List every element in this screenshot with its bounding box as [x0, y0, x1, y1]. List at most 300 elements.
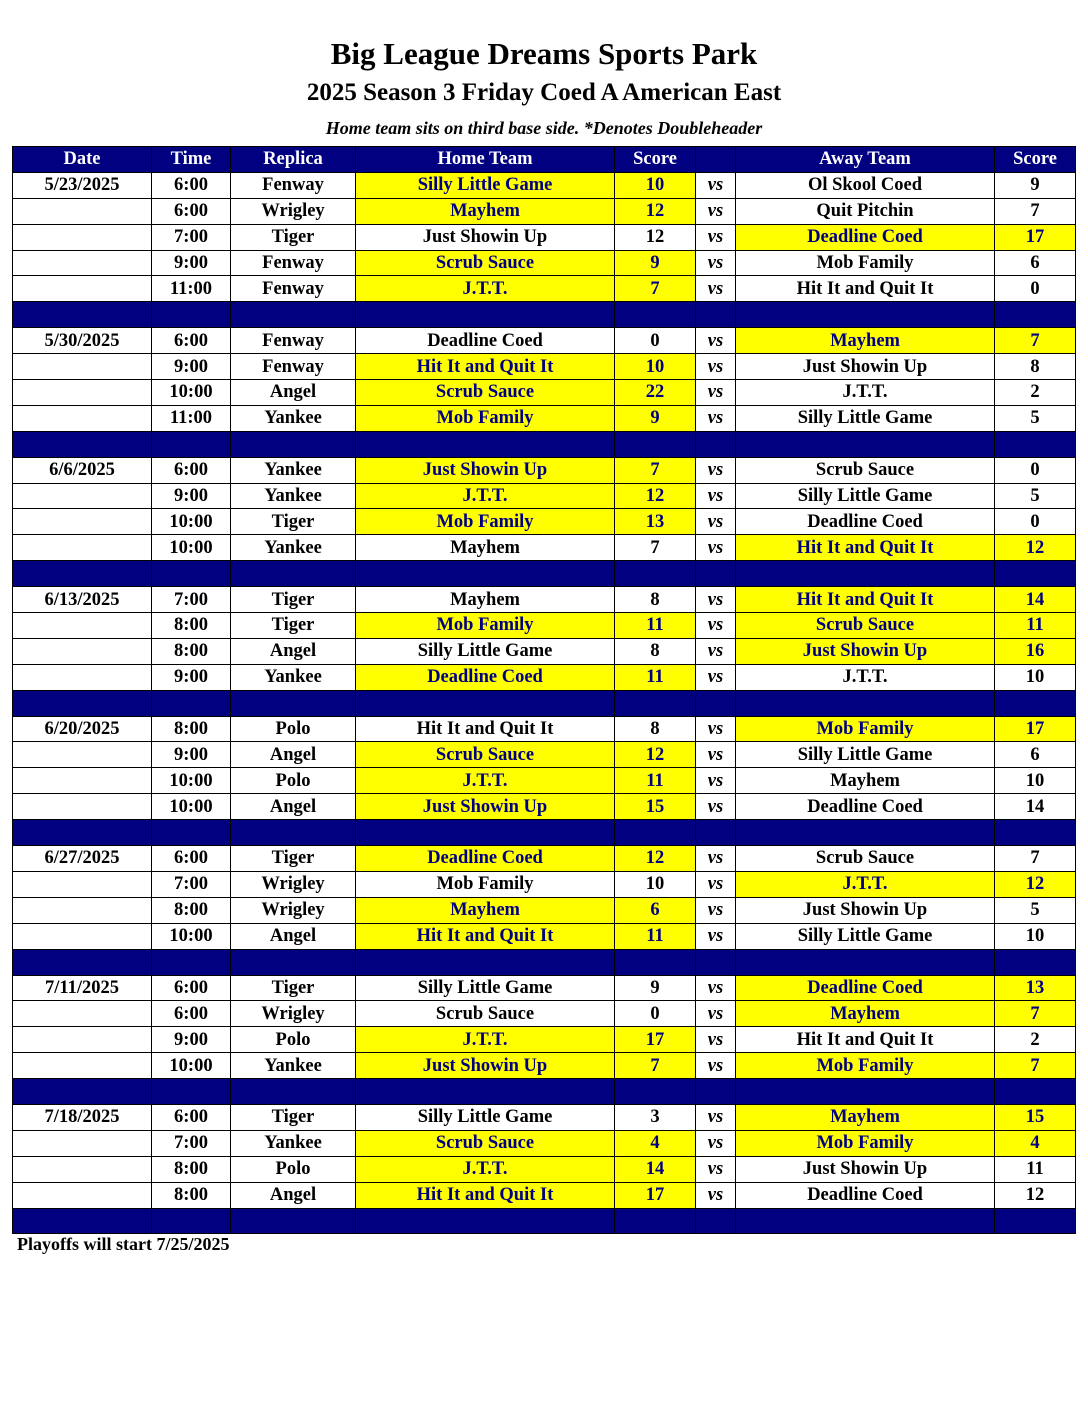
- replica-cell: Yankee: [231, 1130, 356, 1156]
- table-row: [13, 535, 1076, 561]
- home-team-cell: Deadline Coed: [356, 328, 615, 354]
- separator-cell: [152, 561, 231, 587]
- replica-cell: Wrigley: [231, 897, 356, 923]
- schedule-note: Home team sits on third base side. *Denotes Doubleheader: [325, 118, 763, 138]
- separator-cell: [13, 561, 152, 587]
- away-team-cell: Scrub Sauce: [736, 613, 995, 639]
- away-team-cell: Silly Little Game: [736, 405, 995, 431]
- table-header-row: [13, 147, 1076, 173]
- column-header-away-score: Score: [995, 147, 1076, 173]
- home-team-cell: Scrub Sauce: [356, 250, 615, 276]
- away-score-cell: 10: [995, 664, 1076, 690]
- separator-cell: [995, 949, 1076, 975]
- separator-cell: [615, 1079, 696, 1105]
- table-row: [13, 250, 1076, 276]
- replica-cell: Yankee: [231, 483, 356, 509]
- away-team-cell: Mob Family: [736, 250, 995, 276]
- table-row: [13, 328, 1076, 354]
- time-cell: 6:00: [152, 975, 231, 1001]
- vs-cell: vs: [696, 587, 736, 613]
- home-team-cell: Mayhem: [356, 535, 615, 561]
- separator-cell: [736, 431, 995, 457]
- column-header-home-team: Home Team: [356, 147, 615, 173]
- vs-cell: vs: [696, 664, 736, 690]
- table-row: [13, 975, 1076, 1001]
- away-team-cell: Mob Family: [736, 716, 995, 742]
- date-cell: 5/30/2025: [13, 328, 152, 354]
- column-header-date: Date: [13, 147, 152, 173]
- separator-cell: [231, 820, 356, 846]
- away-score-cell: 12: [995, 1182, 1076, 1208]
- separator-cell: [736, 1079, 995, 1105]
- date-cell: [13, 638, 152, 664]
- away-team-cell: Hit It and Quit It: [736, 535, 995, 561]
- time-cell: 6:00: [152, 172, 231, 198]
- home-team-cell: J.T.T.: [356, 1156, 615, 1182]
- time-cell: 6:00: [152, 846, 231, 872]
- date-cell: [13, 405, 152, 431]
- home-score-cell: 12: [615, 198, 696, 224]
- home-team-cell: Hit It and Quit It: [356, 354, 615, 380]
- separator-cell: [995, 561, 1076, 587]
- away-score-cell: 10: [995, 923, 1076, 949]
- date-cell: [13, 897, 152, 923]
- away-team-cell: Mayhem: [736, 768, 995, 794]
- week-separator-row: [13, 302, 1076, 328]
- separator-cell: [736, 820, 995, 846]
- column-header-replica: Replica: [231, 147, 356, 173]
- replica-cell: Angel: [231, 638, 356, 664]
- home-team-cell: Just Showin Up: [356, 1053, 615, 1079]
- vs-cell: vs: [696, 198, 736, 224]
- column-header-time: Time: [152, 147, 231, 173]
- vs-cell: vs: [696, 613, 736, 639]
- time-cell: 9:00: [152, 354, 231, 380]
- vs-cell: vs: [696, 1104, 736, 1130]
- separator-cell: [356, 1208, 615, 1234]
- away-score-cell: 5: [995, 483, 1076, 509]
- home-team-cell: Silly Little Game: [356, 172, 615, 198]
- replica-cell: Tiger: [231, 975, 356, 1001]
- separator-cell: [356, 690, 615, 716]
- separator-cell: [615, 820, 696, 846]
- time-cell: 10:00: [152, 380, 231, 406]
- home-score-cell: 14: [615, 1156, 696, 1182]
- date-cell: [13, 613, 152, 639]
- date-cell: 6/27/2025: [13, 846, 152, 872]
- date-cell: [13, 1156, 152, 1182]
- separator-cell: [615, 431, 696, 457]
- home-team-cell: Silly Little Game: [356, 1104, 615, 1130]
- home-score-cell: 12: [615, 483, 696, 509]
- replica-cell: Tiger: [231, 509, 356, 535]
- replica-cell: Fenway: [231, 276, 356, 302]
- replica-cell: Tiger: [231, 613, 356, 639]
- away-team-cell: Just Showin Up: [736, 897, 995, 923]
- home-score-cell: 7: [615, 1053, 696, 1079]
- home-team-cell: J.T.T.: [356, 1027, 615, 1053]
- away-team-cell: Deadline Coed: [736, 224, 995, 250]
- away-score-cell: 4: [995, 1130, 1076, 1156]
- home-score-cell: 7: [615, 457, 696, 483]
- separator-cell: [152, 302, 231, 328]
- home-team-cell: Scrub Sauce: [356, 1130, 615, 1156]
- away-team-cell: Silly Little Game: [736, 742, 995, 768]
- vs-cell: vs: [696, 794, 736, 820]
- time-cell: 11:00: [152, 276, 231, 302]
- away-score-cell: 17: [995, 716, 1076, 742]
- vs-cell: vs: [696, 1182, 736, 1208]
- home-score-cell: 9: [615, 975, 696, 1001]
- table-row: [13, 509, 1076, 535]
- time-cell: 7:00: [152, 224, 231, 250]
- table-row: [13, 198, 1076, 224]
- separator-cell: [736, 302, 995, 328]
- home-team-cell: Silly Little Game: [356, 975, 615, 1001]
- table-row: [13, 871, 1076, 897]
- vs-cell: vs: [696, 1027, 736, 1053]
- date-cell: [13, 380, 152, 406]
- separator-cell: [13, 949, 152, 975]
- home-team-cell: Deadline Coed: [356, 846, 615, 872]
- home-team-cell: Hit It and Quit It: [356, 716, 615, 742]
- replica-cell: Fenway: [231, 172, 356, 198]
- separator-cell: [13, 820, 152, 846]
- separator-cell: [615, 949, 696, 975]
- separator-cell: [995, 690, 1076, 716]
- separator-cell: [736, 690, 995, 716]
- separator-cell: [13, 1079, 152, 1105]
- date-cell: [13, 794, 152, 820]
- separator-cell: [231, 949, 356, 975]
- separator-cell: [696, 302, 736, 328]
- replica-cell: Yankee: [231, 405, 356, 431]
- separator-cell: [736, 561, 995, 587]
- time-cell: 6:00: [152, 457, 231, 483]
- home-score-cell: 8: [615, 587, 696, 613]
- date-cell: 7/11/2025: [13, 975, 152, 1001]
- replica-cell: Angel: [231, 1182, 356, 1208]
- separator-cell: [696, 949, 736, 975]
- home-score-cell: 7: [615, 535, 696, 561]
- date-cell: [13, 1001, 152, 1027]
- home-team-cell: Hit It and Quit It: [356, 923, 615, 949]
- away-team-cell: Deadline Coed: [736, 975, 995, 1001]
- separator-cell: [13, 690, 152, 716]
- separator-cell: [356, 561, 615, 587]
- time-cell: 10:00: [152, 923, 231, 949]
- separator-cell: [231, 561, 356, 587]
- separator-cell: [356, 820, 615, 846]
- separator-cell: [13, 431, 152, 457]
- replica-cell: Tiger: [231, 846, 356, 872]
- replica-cell: Tiger: [231, 224, 356, 250]
- playoffs-note: Playoffs will start 7/25/2025: [17, 1234, 230, 1254]
- replica-cell: Fenway: [231, 354, 356, 380]
- date-cell: 6/6/2025: [13, 457, 152, 483]
- table-row: [13, 1182, 1076, 1208]
- time-cell: 8:00: [152, 1156, 231, 1182]
- vs-cell: vs: [696, 354, 736, 380]
- separator-cell: [231, 431, 356, 457]
- schedule-table: [12, 146, 1076, 1234]
- vs-cell: vs: [696, 172, 736, 198]
- time-cell: 6:00: [152, 1001, 231, 1027]
- vs-cell: vs: [696, 716, 736, 742]
- replica-cell: Angel: [231, 380, 356, 406]
- schedule-body: [13, 172, 1076, 1234]
- away-team-cell: Just Showin Up: [736, 638, 995, 664]
- replica-cell: Angel: [231, 923, 356, 949]
- home-score-cell: 12: [615, 224, 696, 250]
- time-cell: 6:00: [152, 328, 231, 354]
- time-cell: 9:00: [152, 742, 231, 768]
- away-team-cell: Deadline Coed: [736, 794, 995, 820]
- away-team-cell: Hit It and Quit It: [736, 1027, 995, 1053]
- away-score-cell: 7: [995, 328, 1076, 354]
- replica-cell: Polo: [231, 716, 356, 742]
- date-cell: [13, 509, 152, 535]
- separator-cell: [356, 302, 615, 328]
- away-team-cell: J.T.T.: [736, 871, 995, 897]
- time-cell: 6:00: [152, 1104, 231, 1130]
- away-score-cell: 7: [995, 846, 1076, 872]
- table-row: [13, 380, 1076, 406]
- date-cell: [13, 354, 152, 380]
- away-team-cell: J.T.T.: [736, 664, 995, 690]
- separator-cell: [152, 690, 231, 716]
- home-score-cell: 0: [615, 1001, 696, 1027]
- separator-cell: [696, 1079, 736, 1105]
- separator-cell: [995, 1208, 1076, 1234]
- table-row: [13, 638, 1076, 664]
- date-cell: [13, 871, 152, 897]
- date-cell: [13, 1053, 152, 1079]
- table-row: [13, 1027, 1076, 1053]
- home-team-cell: J.T.T.: [356, 276, 615, 302]
- date-cell: 7/18/2025: [13, 1104, 152, 1130]
- separator-cell: [152, 431, 231, 457]
- home-score-cell: 7: [615, 276, 696, 302]
- separator-cell: [231, 1079, 356, 1105]
- home-score-cell: 11: [615, 664, 696, 690]
- vs-cell: vs: [696, 975, 736, 1001]
- time-cell: 8:00: [152, 1182, 231, 1208]
- separator-cell: [615, 690, 696, 716]
- replica-cell: Yankee: [231, 1053, 356, 1079]
- home-score-cell: 10: [615, 354, 696, 380]
- home-score-cell: 17: [615, 1027, 696, 1053]
- replica-cell: Polo: [231, 1027, 356, 1053]
- home-team-cell: Scrub Sauce: [356, 380, 615, 406]
- time-cell: 6:00: [152, 198, 231, 224]
- away-score-cell: 7: [995, 1053, 1076, 1079]
- separator-cell: [696, 431, 736, 457]
- date-cell: [13, 742, 152, 768]
- vs-cell: vs: [696, 871, 736, 897]
- time-cell: 8:00: [152, 897, 231, 923]
- home-score-cell: 8: [615, 716, 696, 742]
- home-team-cell: Mayhem: [356, 198, 615, 224]
- time-cell: 10:00: [152, 1053, 231, 1079]
- home-score-cell: 11: [615, 613, 696, 639]
- table-row: [13, 716, 1076, 742]
- column-header-home-score: Score: [615, 147, 696, 173]
- separator-cell: [152, 949, 231, 975]
- home-team-cell: J.T.T.: [356, 483, 615, 509]
- vs-cell: vs: [696, 457, 736, 483]
- away-score-cell: 0: [995, 457, 1076, 483]
- away-team-cell: J.T.T.: [736, 380, 995, 406]
- separator-cell: [615, 302, 696, 328]
- vs-cell: vs: [696, 1001, 736, 1027]
- away-team-cell: Ol Skool Coed: [736, 172, 995, 198]
- away-score-cell: 14: [995, 587, 1076, 613]
- date-cell: [13, 664, 152, 690]
- table-row: [13, 664, 1076, 690]
- date-cell: [13, 198, 152, 224]
- away-team-cell: Silly Little Game: [736, 923, 995, 949]
- home-score-cell: 13: [615, 509, 696, 535]
- replica-cell: Yankee: [231, 457, 356, 483]
- week-separator-row: [13, 561, 1076, 587]
- week-separator-row: [13, 949, 1076, 975]
- separator-cell: [736, 949, 995, 975]
- time-cell: 7:00: [152, 871, 231, 897]
- home-team-cell: Mayhem: [356, 897, 615, 923]
- away-score-cell: 7: [995, 1001, 1076, 1027]
- table-row: [13, 923, 1076, 949]
- table-row: [13, 405, 1076, 431]
- away-team-cell: Hit It and Quit It: [736, 276, 995, 302]
- replica-cell: Yankee: [231, 664, 356, 690]
- home-team-cell: Deadline Coed: [356, 664, 615, 690]
- away-score-cell: 12: [995, 535, 1076, 561]
- vs-cell: vs: [696, 250, 736, 276]
- vs-cell: vs: [696, 638, 736, 664]
- home-team-cell: Mob Family: [356, 405, 615, 431]
- date-cell: [13, 1027, 152, 1053]
- time-cell: 9:00: [152, 664, 231, 690]
- separator-cell: [152, 820, 231, 846]
- date-cell: [13, 1182, 152, 1208]
- replica-cell: Tiger: [231, 587, 356, 613]
- home-score-cell: 11: [615, 923, 696, 949]
- time-cell: 10:00: [152, 794, 231, 820]
- home-score-cell: 4: [615, 1130, 696, 1156]
- week-separator-row: [13, 1208, 1076, 1234]
- home-score-cell: 9: [615, 405, 696, 431]
- away-score-cell: 17: [995, 224, 1076, 250]
- page-subtitle: 2025 Season 3 Friday Coed A American East: [306, 79, 782, 106]
- home-team-cell: Just Showin Up: [356, 457, 615, 483]
- separator-cell: [231, 1208, 356, 1234]
- away-team-cell: Quit Pitchin: [736, 198, 995, 224]
- table-row: [13, 613, 1076, 639]
- away-score-cell: 14: [995, 794, 1076, 820]
- away-score-cell: 5: [995, 405, 1076, 431]
- home-score-cell: 10: [615, 172, 696, 198]
- separator-cell: [231, 690, 356, 716]
- date-cell: [13, 483, 152, 509]
- vs-cell: vs: [696, 768, 736, 794]
- table-row: [13, 1053, 1076, 1079]
- week-separator-row: [13, 1079, 1076, 1105]
- home-score-cell: 8: [615, 638, 696, 664]
- away-score-cell: 13: [995, 975, 1076, 1001]
- table-row: [13, 587, 1076, 613]
- away-score-cell: 2: [995, 380, 1076, 406]
- table-row: [13, 1001, 1076, 1027]
- vs-cell: vs: [696, 846, 736, 872]
- away-score-cell: 8: [995, 354, 1076, 380]
- away-team-cell: Mob Family: [736, 1053, 995, 1079]
- separator-cell: [615, 1208, 696, 1234]
- replica-cell: Polo: [231, 1156, 356, 1182]
- table-row: [13, 742, 1076, 768]
- home-team-cell: Silly Little Game: [356, 638, 615, 664]
- vs-cell: vs: [696, 380, 736, 406]
- vs-cell: vs: [696, 405, 736, 431]
- table-row: [13, 897, 1076, 923]
- home-score-cell: 10: [615, 871, 696, 897]
- separator-cell: [696, 820, 736, 846]
- time-cell: 11:00: [152, 405, 231, 431]
- replica-cell: Wrigley: [231, 871, 356, 897]
- page-title: Big League Dreams Sports Park: [330, 36, 758, 71]
- away-score-cell: 9: [995, 172, 1076, 198]
- separator-cell: [696, 690, 736, 716]
- table-row: [13, 276, 1076, 302]
- away-score-cell: 12: [995, 871, 1076, 897]
- replica-cell: Fenway: [231, 328, 356, 354]
- away-team-cell: Deadline Coed: [736, 509, 995, 535]
- replica-cell: Yankee: [231, 535, 356, 561]
- home-score-cell: 11: [615, 768, 696, 794]
- time-cell: 8:00: [152, 638, 231, 664]
- table-row: [13, 172, 1076, 198]
- away-team-cell: Just Showin Up: [736, 1156, 995, 1182]
- separator-cell: [995, 431, 1076, 457]
- away-team-cell: Scrub Sauce: [736, 846, 995, 872]
- time-cell: 7:00: [152, 587, 231, 613]
- separator-cell: [995, 820, 1076, 846]
- time-cell: 10:00: [152, 535, 231, 561]
- home-team-cell: Mayhem: [356, 587, 615, 613]
- vs-cell: vs: [696, 276, 736, 302]
- vs-cell: vs: [696, 742, 736, 768]
- table-row: [13, 1130, 1076, 1156]
- away-score-cell: 0: [995, 276, 1076, 302]
- home-team-cell: Just Showin Up: [356, 224, 615, 250]
- date-cell: [13, 768, 152, 794]
- home-score-cell: 6: [615, 897, 696, 923]
- away-score-cell: 0: [995, 509, 1076, 535]
- date-cell: 6/20/2025: [13, 716, 152, 742]
- separator-cell: [356, 1079, 615, 1105]
- home-score-cell: 12: [615, 742, 696, 768]
- replica-cell: Tiger: [231, 1104, 356, 1130]
- date-cell: [13, 250, 152, 276]
- table-row: [13, 1104, 1076, 1130]
- away-team-cell: Mayhem: [736, 328, 995, 354]
- date-cell: 6/13/2025: [13, 587, 152, 613]
- home-team-cell: Scrub Sauce: [356, 1001, 615, 1027]
- away-team-cell: Mayhem: [736, 1001, 995, 1027]
- home-team-cell: Mob Family: [356, 613, 615, 639]
- home-score-cell: 15: [615, 794, 696, 820]
- separator-cell: [152, 1079, 231, 1105]
